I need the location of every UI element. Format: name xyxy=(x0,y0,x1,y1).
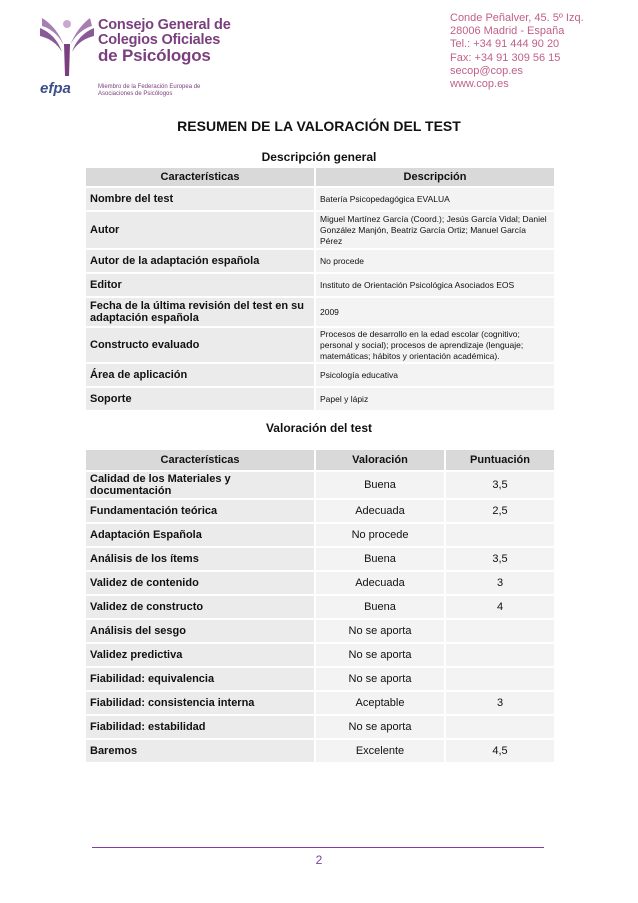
row-score: 4,5 xyxy=(446,740,554,762)
row-score: 3,5 xyxy=(446,472,554,498)
row-score: 3 xyxy=(446,572,554,594)
table-row xyxy=(86,188,554,210)
row-rating: Aceptable xyxy=(316,692,444,714)
row-key: Análisis del sesgo xyxy=(86,620,314,642)
row-key: Editor xyxy=(86,274,314,296)
org-name-line: de Psicólogos xyxy=(98,46,211,65)
table-row xyxy=(86,364,554,386)
address-line: 28006 Madrid - España xyxy=(450,25,565,38)
email-line: secop@cop.es xyxy=(450,64,523,77)
row-value: Papel y lápiz xyxy=(316,388,554,410)
page-title: RESUMEN DE LA VALORACIÓN DEL TEST xyxy=(177,118,461,134)
table-row xyxy=(86,524,554,546)
address-line: Conde Peñalver, 45. 5º Izq. xyxy=(450,12,584,24)
footer-divider xyxy=(92,847,544,848)
row-key: Fiabilidad: estabilidad xyxy=(86,716,314,738)
row-rating: No procede xyxy=(316,524,444,546)
row-value: 2009 xyxy=(316,298,554,326)
descripcion-table xyxy=(84,166,556,412)
row-key: Autor de la adaptación española xyxy=(86,250,314,272)
table-row xyxy=(86,328,554,362)
row-rating: Excelente xyxy=(316,740,444,762)
row-value: Batería Psicopedagógica EVALUA xyxy=(316,188,554,210)
row-key: Validez de contenido xyxy=(86,572,314,594)
row-key: Adaptación Española xyxy=(86,524,314,546)
table-row xyxy=(86,500,554,522)
row-rating: No se aporta xyxy=(316,620,444,642)
row-key: Análisis de los ítems xyxy=(86,548,314,570)
column-header: Descripción xyxy=(316,168,554,186)
table-row xyxy=(86,596,554,618)
efpa-logo: efpa xyxy=(40,80,71,97)
row-key: Validez de constructo xyxy=(86,596,314,618)
row-score xyxy=(446,620,554,642)
row-value: Procesos de desarrollo en la edad escolar (cognitivo; personal y social); procesos de aprendizaje (lenguaje; matemáticas; hábitos y orientación académica). xyxy=(316,328,554,362)
row-value: Psicología educativa xyxy=(316,364,554,386)
section-title-valoracion: Valoración del test xyxy=(265,421,373,435)
table-row xyxy=(86,548,554,570)
row-value: Miguel Martínez García (Coord.); Jesús García Vidal; Daniel González Manjón, Beatriz García Ortiz; Manuel García Pérez xyxy=(316,212,554,248)
row-key: Calidad de los Materiales y documentación xyxy=(86,472,314,498)
org-name-line: Colegios Oficiales xyxy=(98,32,221,48)
row-score xyxy=(446,668,554,690)
row-key: Fiabilidad: equivalencia xyxy=(86,668,314,690)
table-row xyxy=(86,740,554,762)
row-key: Nombre del test xyxy=(86,188,314,210)
row-rating: No se aporta xyxy=(316,668,444,690)
row-key: Fundamentación teórica xyxy=(86,500,314,522)
column-header: Puntuación xyxy=(446,450,554,470)
address-block xyxy=(450,12,584,91)
row-score xyxy=(446,716,554,738)
row-key: Validez predictiva xyxy=(86,644,314,666)
page-number: 2 xyxy=(315,853,323,867)
row-key: Autor xyxy=(86,212,314,248)
row-score xyxy=(446,524,554,546)
table-row xyxy=(86,472,554,498)
table-row xyxy=(86,274,554,296)
column-header: Características xyxy=(86,168,314,186)
row-rating: Buena xyxy=(316,548,444,570)
fax-line: Fax: +34 91 309 56 15 xyxy=(450,51,561,64)
section-title-descripcion: Descripción general xyxy=(261,150,377,164)
org-name xyxy=(98,18,231,63)
row-score: 3,5 xyxy=(446,548,554,570)
table-row xyxy=(86,298,554,326)
column-header: Características xyxy=(86,450,314,470)
table-row xyxy=(86,668,554,690)
row-score: 3 xyxy=(446,692,554,714)
row-value: Instituto de Orientación Psicológica Asociados EOS xyxy=(316,274,554,296)
row-key: Baremos xyxy=(86,740,314,762)
table-row xyxy=(86,212,554,248)
row-key: Constructo evaluado xyxy=(86,328,314,362)
cop-logo-icon xyxy=(38,14,96,78)
table-row xyxy=(86,716,554,738)
table-row xyxy=(86,620,554,642)
row-rating: No se aporta xyxy=(316,644,444,666)
table-row xyxy=(86,644,554,666)
org-name-line: Consejo General de xyxy=(98,17,231,33)
table-row xyxy=(86,250,554,272)
row-key: Área de aplicación xyxy=(86,364,314,386)
table-row xyxy=(86,572,554,594)
row-rating: Adecuada xyxy=(316,572,444,594)
row-rating: Buena xyxy=(316,596,444,618)
efpa-note: Miembro de la Federación Europea de Asociaciones de Psicólogos xyxy=(98,84,201,97)
row-score: 2,5 xyxy=(446,500,554,522)
website-line: www.cop.es xyxy=(450,78,509,91)
phone-line: Tel.: +34 91 444 90 20 xyxy=(450,38,560,51)
row-key: Fecha de la última revisión del test en su adaptación española xyxy=(86,298,314,326)
column-header: Valoración xyxy=(316,450,444,470)
row-score xyxy=(446,644,554,666)
row-value: No procede xyxy=(316,250,554,272)
valoracion-table xyxy=(84,448,556,764)
row-key: Soporte xyxy=(86,388,314,410)
table-row xyxy=(86,388,554,410)
row-rating: Buena xyxy=(316,472,444,498)
row-rating: Adecuada xyxy=(316,500,444,522)
row-rating: No se aporta xyxy=(316,716,444,738)
row-score: 4 xyxy=(446,596,554,618)
row-key: Fiabilidad: consistencia interna xyxy=(86,692,314,714)
table-row xyxy=(86,692,554,714)
